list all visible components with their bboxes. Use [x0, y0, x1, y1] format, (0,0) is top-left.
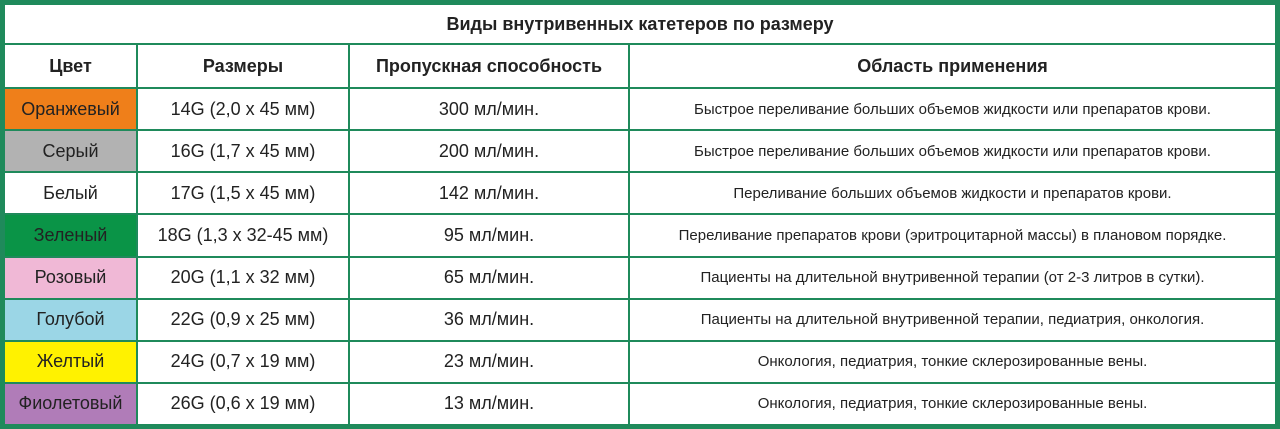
color-cell: Голубой — [4, 299, 137, 341]
color-cell: Белый — [4, 172, 137, 214]
table-row — [4, 257, 1276, 299]
table-row — [4, 341, 1276, 383]
flow-cell: 13 мл/мин. — [349, 383, 629, 425]
color-cell: Фиолетовый — [4, 383, 137, 425]
flow-cell: 36 мл/мин. — [349, 299, 629, 341]
header-size: Размеры — [137, 44, 349, 88]
flow-cell: 23 мл/мин. — [349, 341, 629, 383]
flow-cell: 65 мл/мин. — [349, 257, 629, 299]
flow-cell: 95 мл/мин. — [349, 214, 629, 256]
header-flow: Пропускная способность — [349, 44, 629, 88]
color-cell: Розовый — [4, 257, 137, 299]
use-cell: Пациенты на длительной внутривенной терапии (от 2-3 литров в сутки). — [629, 257, 1276, 299]
table-row — [4, 130, 1276, 172]
size-cell: 20G (1,1 х 32 мм) — [137, 257, 349, 299]
use-cell: Быстрое переливание больших объемов жидкости или препаратов крови. — [629, 130, 1276, 172]
catheter-size-table — [3, 3, 1277, 426]
table-title-row — [4, 4, 1276, 44]
size-cell: 14G (2,0 х 45 мм) — [137, 88, 349, 130]
header-color: Цвет — [4, 44, 137, 88]
table-row — [4, 172, 1276, 214]
use-cell: Онкология, педиатрия, тонкие склерозированные вены. — [629, 341, 1276, 383]
table-row — [4, 88, 1276, 130]
use-cell: Пациенты на длительной внутривенной терапии, педиатрия, онкология. — [629, 299, 1276, 341]
color-cell: Серый — [4, 130, 137, 172]
flow-cell: 300 мл/мин. — [349, 88, 629, 130]
flow-cell: 142 мл/мин. — [349, 172, 629, 214]
color-cell: Зеленый — [4, 214, 137, 256]
table-header-row — [4, 44, 1276, 88]
flow-cell: 200 мл/мин. — [349, 130, 629, 172]
size-cell: 26G (0,6 х 19 мм) — [137, 383, 349, 425]
size-cell: 16G (1,7 х 45 мм) — [137, 130, 349, 172]
color-cell: Оранжевый — [4, 88, 137, 130]
table-row — [4, 299, 1276, 341]
table-title: Виды внутривенных катетеров по размеру — [4, 4, 1276, 44]
size-cell: 18G (1,3 х 32-45 мм) — [137, 214, 349, 256]
header-use: Область применения — [629, 44, 1276, 88]
size-cell: 17G (1,5 х 45 мм) — [137, 172, 349, 214]
size-cell: 24G (0,7 х 19 мм) — [137, 341, 349, 383]
use-cell: Переливание больших объемов жидкости и препаратов крови. — [629, 172, 1276, 214]
size-cell: 22G (0,9 х 25 мм) — [137, 299, 349, 341]
table-row — [4, 383, 1276, 425]
use-cell: Быстрое переливание больших объемов жидкости или препаратов крови. — [629, 88, 1276, 130]
color-cell: Желтый — [4, 341, 137, 383]
use-cell: Переливание препаратов крови (эритроцитарной массы) в плановом порядке. — [629, 214, 1276, 256]
table-row — [4, 214, 1276, 256]
use-cell: Онкология, педиатрия, тонкие склерозированные вены. — [629, 383, 1276, 425]
